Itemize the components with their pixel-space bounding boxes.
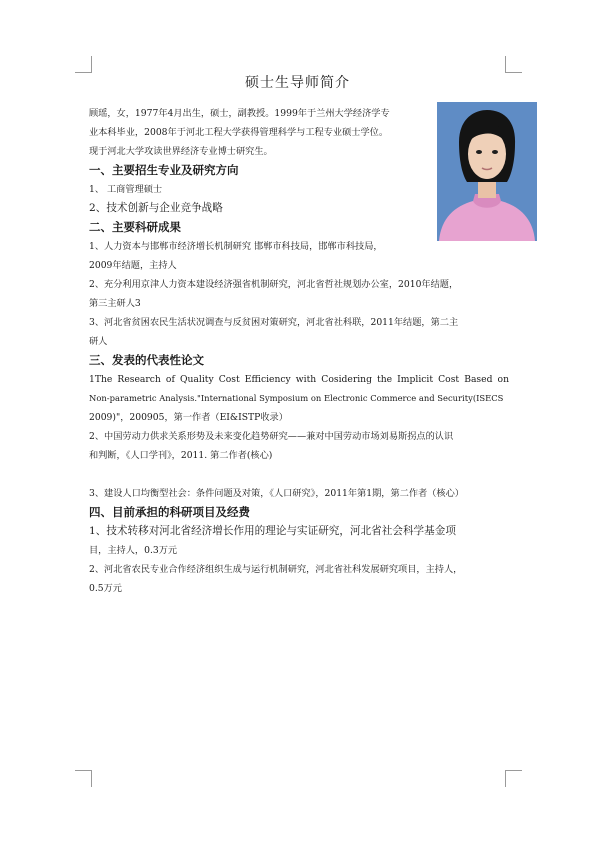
section-heading-projects: 四、目前承担的科研项目及经费 — [89, 505, 250, 519]
project-2-line-2: 0.5万元 — [89, 583, 122, 594]
direction-item-1: 1、 工商管理硕士 — [89, 184, 163, 195]
paper-2-line-2: 和判断，《人口学刊》，2011. 第二作者(核心) — [89, 450, 273, 461]
paper-2-line-1: 2、中国劳动力供求关系形势及未来变化趋势研究——兼对中国劳动市场刘易斯拐点的认识 — [89, 431, 454, 442]
project-2-line-1: 2、河北省农民专业合作经济组织生成与运行机制研究，河北省社科发展研究项目，主持人， — [89, 564, 463, 575]
achievement-1-line-1: 1、人力资本与邯郸市经济增长机制研究 邯郸市科技局，邯郸市科技局， — [89, 241, 383, 252]
direction-item-2: 2、技术创新与企业竞争战略 — [89, 202, 223, 214]
paper-3-line-1: 3、建设人口均衡型社会：条件问题及对策，《人口研究》，2011年第1期，第二作者（核心） — [89, 488, 464, 499]
crop-mark-bottom-left — [75, 770, 92, 787]
project-1-line-1: 1、技术转移对河北省经济增长作用的理论与实证研究，河北省社会科学基金项 — [89, 525, 456, 537]
paper-1-line-1: 1The Research of Quality Cost Efficiency with Cosidering the Implicit Cost Based on — [89, 374, 509, 385]
paper-1-line-2: Non-parametric Analysis."International Symposium on Electronic Commerce and Security(ISECS — [89, 393, 504, 403]
section-heading-achievements: 二、主要科研成果 — [89, 220, 181, 234]
crop-mark-top-right — [505, 56, 522, 73]
intro-line-3: 现于河北大学攻读世界经济专业博士研究生。 — [89, 146, 273, 157]
section-heading-papers: 三、发表的代表性论文 — [89, 353, 204, 367]
achievement-3-line-1: 3、河北省贫困农民生活状况调查与反贫困对策研究，河北省社科联，2011年结题，第二主 — [89, 317, 459, 328]
section-heading-enrollment: 一、主要招生专业及研究方向 — [89, 163, 239, 177]
profile-content — [89, 104, 509, 598]
project-1-line-2: 目，主持人，0.3万元 — [89, 545, 178, 556]
crop-mark-top-left — [75, 56, 92, 73]
paper-1-line-3: 2009)"，200905，第一作者（EI&ISTP收录） — [89, 412, 288, 423]
achievement-1-line-2: 2009年结题，主持人 — [89, 260, 177, 271]
achievement-2-line-2: 第三主研人3 — [89, 298, 141, 309]
blank-line — [89, 465, 509, 484]
intro-line-2: 业本科毕业，2008年于河北工程大学获得管理科学与工程专业硕士学位。 — [89, 127, 389, 138]
crop-mark-bottom-right — [505, 770, 522, 787]
page-title: 硕士生导师简介 — [245, 75, 350, 91]
intro-line-1: 顾瑶，女，1977年4月出生，硕士，副教授。1999年于兰州大学经济学专 — [89, 108, 390, 119]
achievement-3-line-2: 研人 — [89, 336, 108, 347]
achievement-2-line-1: 2、充分利用京津人力资本建设经济强省机制研究，河北省哲社规划办公室，2010年结题， — [89, 279, 459, 290]
